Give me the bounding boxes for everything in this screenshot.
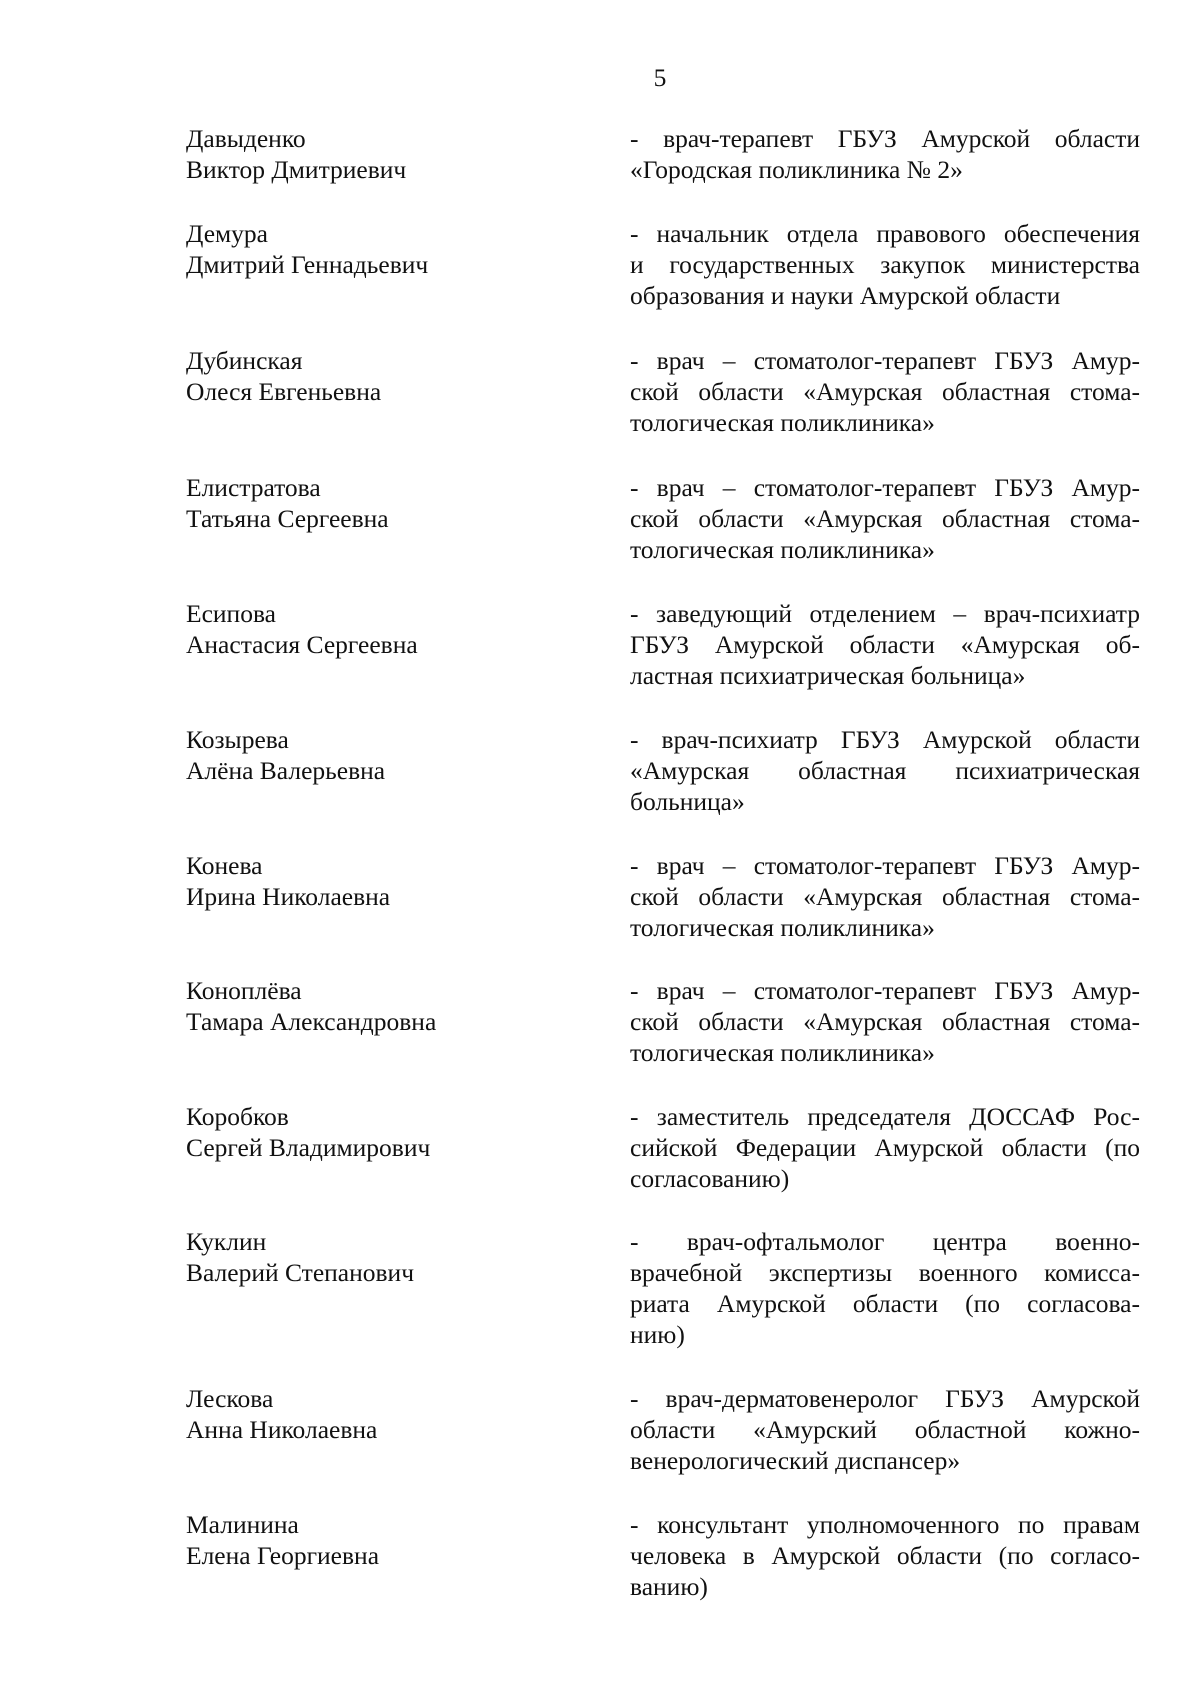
position-line: и государственных закупок министерства	[630, 250, 1140, 279]
position-line: тологическая поликлиника»	[630, 1038, 935, 1067]
position-line: - врач – стоматолог-терапевт ГБУЗ Амур-	[630, 851, 1140, 880]
position-line: - заведующий отделением – врач-психиатр	[630, 599, 1140, 628]
member-position	[630, 218, 1140, 311]
position-line: сийской Федерации Амурской области (по	[630, 1133, 1140, 1162]
position-line: тологическая поликлиника»	[630, 408, 935, 437]
member-given-names: Сергей Владимирович	[186, 1133, 431, 1162]
position-line: - заместитель председателя ДОССАФ Рос-	[630, 1102, 1140, 1131]
position-line: тологическая поликлиника»	[630, 535, 935, 564]
position-line: врачебной экспертизы военного комисса-	[630, 1258, 1140, 1287]
member-surname: Давыденко	[186, 124, 306, 153]
member-given-names: Анастасия Сергеевна	[186, 630, 418, 659]
member-given-names: Валерий Степанович	[186, 1258, 415, 1287]
member-position	[630, 975, 1140, 1068]
member-name	[186, 975, 566, 1037]
member-given-names: Тамара Александровна	[186, 1007, 437, 1036]
member-position	[630, 1509, 1140, 1602]
position-line: ской области «Амурская областная стома-	[630, 377, 1140, 406]
member-given-names: Виктор Дмитриевич	[186, 155, 407, 184]
position-line: тологическая поликлиника»	[630, 913, 935, 942]
member-name	[186, 1509, 566, 1571]
position-line: человека в Амурской области (по согласо-	[630, 1541, 1140, 1570]
member-name	[186, 1383, 566, 1445]
member-given-names: Алёна Валерьевна	[186, 756, 386, 785]
position-line: согласованию)	[630, 1164, 790, 1193]
member-position	[630, 345, 1140, 438]
position-line: ластная психиатрическая больница»	[630, 661, 1026, 690]
member-name	[186, 345, 566, 407]
member-surname: Есипова	[186, 599, 276, 628]
position-line: ской области «Амурская областная стома-	[630, 504, 1140, 533]
member-surname: Лескова	[186, 1384, 274, 1413]
member-position	[630, 850, 1140, 943]
position-line: - врач – стоматолог-терапевт ГБУЗ Амур-	[630, 473, 1140, 502]
member-surname: Козырева	[186, 725, 289, 754]
position-line: ванию)	[630, 1572, 708, 1601]
position-line: - начальник отдела правового обеспечения	[630, 219, 1140, 248]
position-line: образования и науки Амурской области	[630, 281, 1061, 310]
member-surname: Малинина	[186, 1510, 299, 1539]
member-given-names: Ирина Николаевна	[186, 882, 391, 911]
position-line: - консультант уполномоченного по правам	[630, 1510, 1140, 1539]
member-position	[630, 1226, 1140, 1350]
member-name	[186, 1101, 566, 1163]
position-line: больница»	[630, 787, 745, 816]
member-surname: Куклин	[186, 1227, 267, 1256]
position-line: - врач-психиатр ГБУЗ Амурской области	[630, 725, 1140, 754]
position-line: ской области «Амурская областная стома-	[630, 1007, 1140, 1036]
position-line: ской области «Амурская областная стома-	[630, 882, 1140, 911]
member-surname: Елистратова	[186, 473, 321, 502]
member-position	[630, 123, 1140, 185]
position-line: нию)	[630, 1320, 685, 1349]
member-surname: Коноплёва	[186, 976, 302, 1005]
position-line: - врач – стоматолог-терапевт ГБУЗ Амур-	[630, 976, 1140, 1005]
member-position	[630, 598, 1140, 691]
member-given-names: Анна Николаевна	[186, 1415, 378, 1444]
member-surname: Демура	[186, 219, 268, 248]
member-name	[186, 850, 566, 912]
position-line: ГБУЗ Амурской области «Амурская об-	[630, 630, 1140, 659]
member-surname: Коробков	[186, 1102, 289, 1131]
member-position	[630, 1101, 1140, 1194]
member-position	[630, 1383, 1140, 1476]
position-line: - врач – стоматолог-терапевт ГБУЗ Амур-	[630, 346, 1140, 375]
member-given-names: Дмитрий Геннадьевич	[186, 250, 429, 279]
position-line: венерологический диспансер»	[630, 1446, 961, 1475]
member-position	[630, 472, 1140, 565]
member-name	[186, 123, 566, 185]
member-name	[186, 598, 566, 660]
member-name	[186, 724, 566, 786]
position-line: «Городская поликлиника № 2»	[630, 155, 963, 184]
position-line: - врач-дерматовенеролог ГБУЗ Амурской	[630, 1384, 1140, 1413]
member-surname: Дубинская	[186, 346, 303, 375]
member-given-names: Татьяна Сергеевна	[186, 504, 389, 533]
position-line: - врач-терапевт ГБУЗ Амурской области	[630, 124, 1140, 153]
member-name	[186, 1226, 566, 1288]
member-given-names: Олеся Евгеньевна	[186, 377, 382, 406]
position-line: «Амурская областная психиатрическая	[630, 756, 1140, 785]
member-given-names: Елена Георгиевна	[186, 1541, 380, 1570]
member-name	[186, 218, 566, 280]
member-name	[186, 472, 566, 534]
position-line: риата Амурской области (по согласова-	[630, 1289, 1140, 1318]
page-number: 5	[653, 63, 667, 92]
position-line: - врач-офтальмолог центра военно-	[630, 1227, 1140, 1256]
member-surname: Конева	[186, 851, 263, 880]
member-position	[630, 724, 1140, 817]
position-line: области «Амурский областной кожно-	[630, 1415, 1140, 1444]
